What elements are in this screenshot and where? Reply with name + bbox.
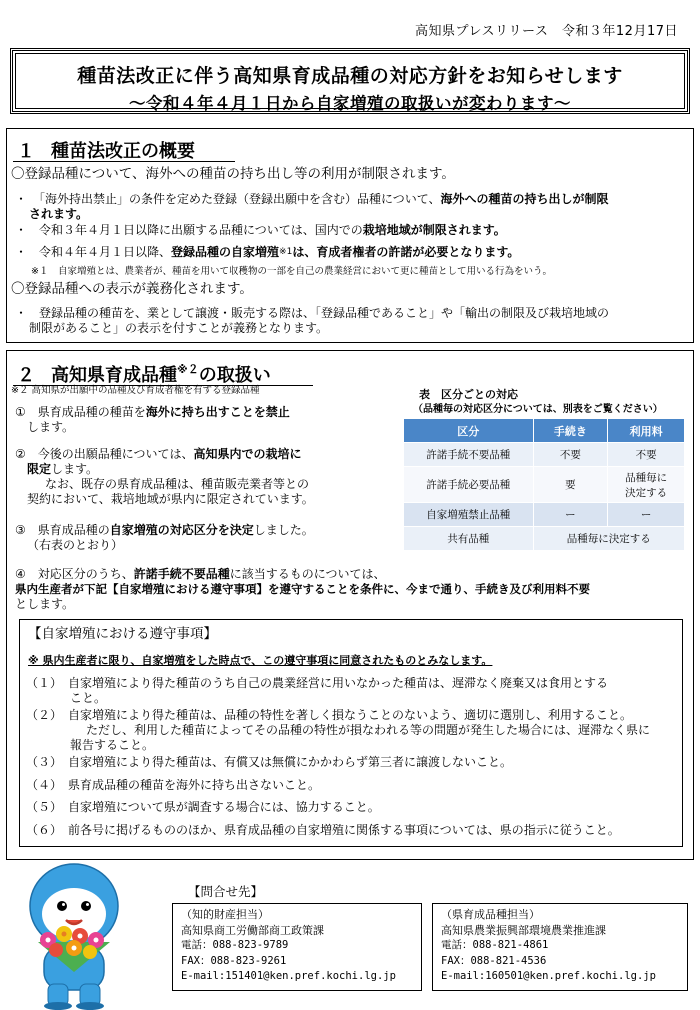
item-4: ④ 対応区分のうち、許諾手続不要品種に該当するものについては、 県内生産者が下記【自家増殖における遵守事項】を遵守することを条件に、今まで通り、手続き及び利用料不要 とします。 (15, 567, 590, 611)
title-box (10, 48, 690, 114)
table-row: 許諾手続必要品種 要 品種毎に 決定する (404, 467, 685, 503)
section2-note2: ※２ 高知県が出願中の品種及び育成者権を有する登録品種 (11, 385, 260, 396)
section1-lead2: 〇登録品種への表示が義務化されます。 (11, 281, 253, 297)
table-header-category: 区分 (404, 419, 534, 443)
rules-box (19, 619, 683, 847)
section1-bullet1: ・ 「海外持出禁止」の条件を定めた登録（登録出願中を含む）品種について、海外への種苗の持ち出しが制限 されます。 (15, 192, 609, 221)
rule-6: （６） 前各号に掲げるもののほか、県育成品種の自家増殖に関係する事項については、県の指示に従うこと。 (26, 823, 620, 837)
contact-box-varieties: （県育成品種担当） 高知県農業振興部環境農業推進課 電話：088-821-4861 FAX：088-821-4536 E-mail:160501@ken.pref.kochi.lg.jp (432, 903, 688, 991)
page-subtitle: ～令和４年４月１日から自家増殖の取扱いが変わります～ (129, 94, 571, 113)
contact-email-link[interactable]: E-mail:151401@ken.pref.kochi.lg.jp (181, 970, 396, 982)
table-subtitle: （品種毎の対応区分については、別表をご覧ください） (413, 404, 663, 415)
table-header-fee: 利用料 (608, 419, 685, 443)
section2-heading: ２ 高知県育成品種$^{※2}$の取扱い (17, 363, 271, 386)
section1-heading: １ 種苗法改正の概要 (17, 141, 195, 162)
table-row: 自家増殖禁止品種 ー ー (404, 503, 685, 527)
section1-bullet4: ・ 登録品種の種苗を、業として譲渡・販売する際は、「登録品種であること」や「輸出の制限及び栽培地域の 制限があること」の表示を付すことが義務となります。 (15, 306, 610, 335)
rules-title: 【自家増殖における遵守事項】 (28, 626, 217, 642)
rule-3: （３） 自家増殖により得た種苗は、有償又は無償にかかわらず第三者に譲渡しないこと。 (26, 755, 513, 769)
rule-4: （４） 県育成品種の種苗を海外に持ち出さないこと。 (26, 778, 321, 792)
category-table (403, 418, 685, 551)
rule-5: （５） 自家増殖について県が調査する場合には、協力すること。 (26, 800, 380, 814)
section-overview (6, 128, 694, 343)
table-row: 共有品種 品種毎に決定する (404, 527, 685, 551)
item-1: ① 県育成品種の種苗を海外に持ち出すことを禁止 します。 (15, 405, 290, 434)
section1-bullet2: ・ 令和３年４月１日以降に出願する品種については、国内での栽培地域が制限されます。 (15, 223, 506, 237)
mascot-with-flowers-icon (18, 862, 130, 1010)
rule-1: （１） 自家増殖により得た種苗のうち自己の農業経営に用いなかった種苗は、遅滞なく廃棄又は食用とする こと。 (26, 676, 609, 705)
item-2: ② 今後の出願品種については、高知県内での栽培に 限定します。 なお、既存の県育成品種は、種苗販売業者等との 契約において、栽培地域が県内に限定されています。 (15, 447, 314, 506)
press-header: 高知県プレスリリース 令和３年12月17日 (414, 24, 678, 39)
section1-lead1: 〇登録品種について、海外への種苗の持ち出し等の利用が制限されます。 (11, 166, 455, 182)
rules-note: ※ 県内生産者に限り、自家増殖をした時点で、この遵守事項に同意されたものとみなします。 (28, 654, 493, 667)
contact-email-link[interactable]: E-mail:160501@ken.pref.kochi.lg.jp (441, 970, 656, 982)
item-3: ③ 県育成品種の自家増殖の対応区分を決定しました。 （右表のとおり） (15, 523, 314, 552)
contact-box-ip: （知的財産担当） 高知県商工労働部商工政策課 電話：088-823-9789 FAX：088-823-9261 E-mail:151401@ken.pref.kochi.lg.jp (172, 903, 422, 991)
page-title: 種苗法改正に伴う高知県育成品種の対応方針をお知らせします (77, 65, 623, 87)
section1-bullet3: ・ 令和４年４月１日以降、登録品種の自家増殖$^{※1}$は、育成者権者の許諾が必要となります。 (15, 245, 520, 259)
table-header-procedure: 手続き (533, 419, 608, 443)
rule-2: （２） 自家増殖により得た種苗は、品種の特性を著しく損なうことのないよう、適切に選別し、利用すること。 ただし、利用した種苗によってその品種の特性が損なわれる等の問題が発生した場合には、遅滞なく県に 報告すること。 (26, 708, 651, 752)
table-title: 表 区分ごとの対応 (419, 388, 518, 401)
table-row: 許諾手続不要品種 不要 不要 (404, 443, 685, 467)
section-kochi-varieties (6, 350, 694, 860)
section1-note1: ※１ 自家増殖とは、農業者が、種苗を用いて収穫物の一部を自己の農業経営において更に種苗として用いる行為をいう。 (31, 266, 552, 277)
contact-title: 【問合せ先】 (188, 884, 264, 899)
